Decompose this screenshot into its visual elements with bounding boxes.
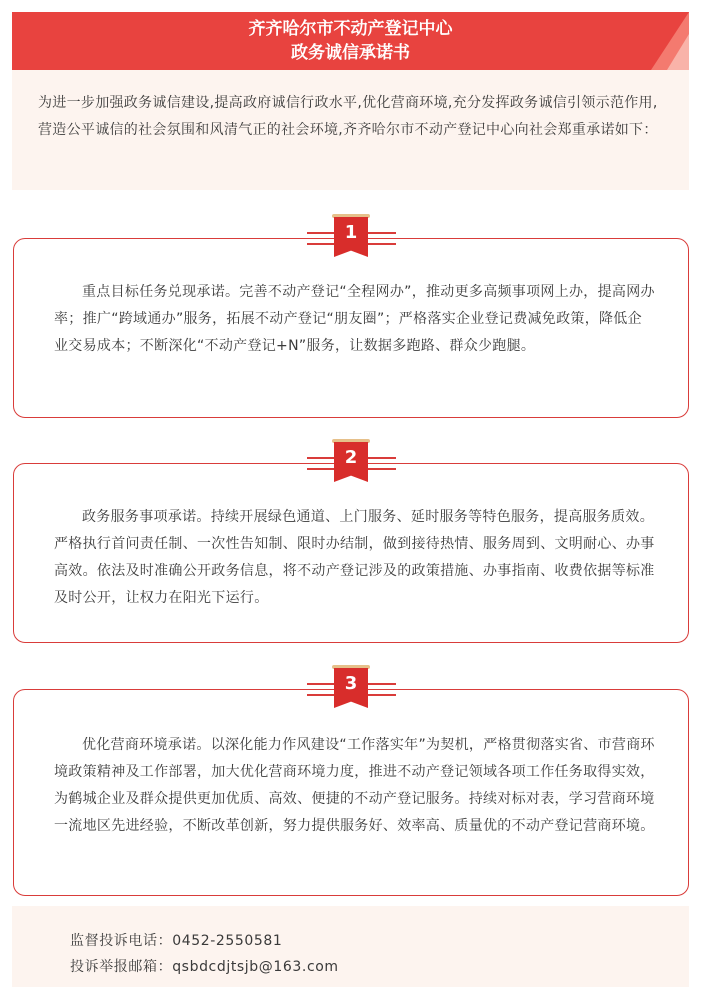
commitment-text-1: 重点目标任务兑现承诺。完善不动产登记“全程网办”，推动更多高频事项网上办，提高网办率；推广“跨域通办”服务，拓展不动产登记“朋友圈”；严格落实企业登记费减免政策，降低企业交易成本；不断深化“不动产登记+N”服务，让数据多跑路、群众少跑腿。 [54, 284, 655, 354]
divider-lines-right [356, 457, 416, 474]
header-corner-decoration-inner [667, 34, 689, 70]
intro-panel [12, 70, 689, 190]
page-header [12, 12, 689, 70]
complaint-phone: 监督投诉电话：0452-2550581 [70, 933, 283, 949]
commitment-badge-row-3 [0, 665, 703, 715]
commitment-card-3 [13, 689, 689, 896]
contact-footer [12, 906, 689, 987]
divider-lines-right [356, 232, 416, 249]
commitment-number-3: 3 [344, 673, 358, 694]
commitment-text-2: 政务服务事项承诺。持续开展绿色通道、上门服务、延时服务等特色服务，提高服务质效。严格执行首问责任制、一次性告知制、限时办结制，做到接待热情、服务周到、文明耐心、办事高效。依法及时准确公开政务信息，将不动产登记涉及的政策措施、办事指南、收费依据等标准及时公开，让权力在阳光下运行。 [54, 509, 655, 606]
header-title-line2: 政务诚信承诺书 [291, 43, 410, 63]
commitment-number-1: 1 [344, 222, 358, 243]
commitment-number-2: 2 [344, 447, 358, 468]
commitment-badge-row-2 [0, 439, 703, 489]
commitment-card-2 [13, 463, 689, 643]
header-title-line1: 齐齐哈尔市不动产登记中心 [248, 19, 453, 39]
commitment-text-3: 优化营商环境承诺。以深化能力作风建设“工作落实年”为契机，严格贯彻落实省、市营商环境政策精神及工作部署，加大优化营商环境力度，推进不动产登记领域各项工作任务取得实效，为鹤城企业及群众提供更加优质、高效、便捷的不动产登记服务。持续对标对表，学习营商环境一流地区先进经验，不断改革创新，努力提供服务好、效率高、质量优的不动产登记营商环境。 [54, 737, 655, 834]
commitment-card-1 [13, 238, 689, 418]
intro-text: 为进一步加强政务诚信建设,提高政府诚信行政水平,优化营商环境,充分发挥政务诚信引领示范作用,营造公平诚信的社会氛围和风清气正的社会环境,齐齐哈尔市不动产登记中心向社会郑重承诺如下： [38, 95, 658, 138]
commitment-badge-row-1 [0, 214, 703, 264]
complaint-email: 投诉举报邮箱：qsbdcdjtsjb@163.com [70, 959, 339, 975]
divider-lines-right [356, 683, 416, 700]
